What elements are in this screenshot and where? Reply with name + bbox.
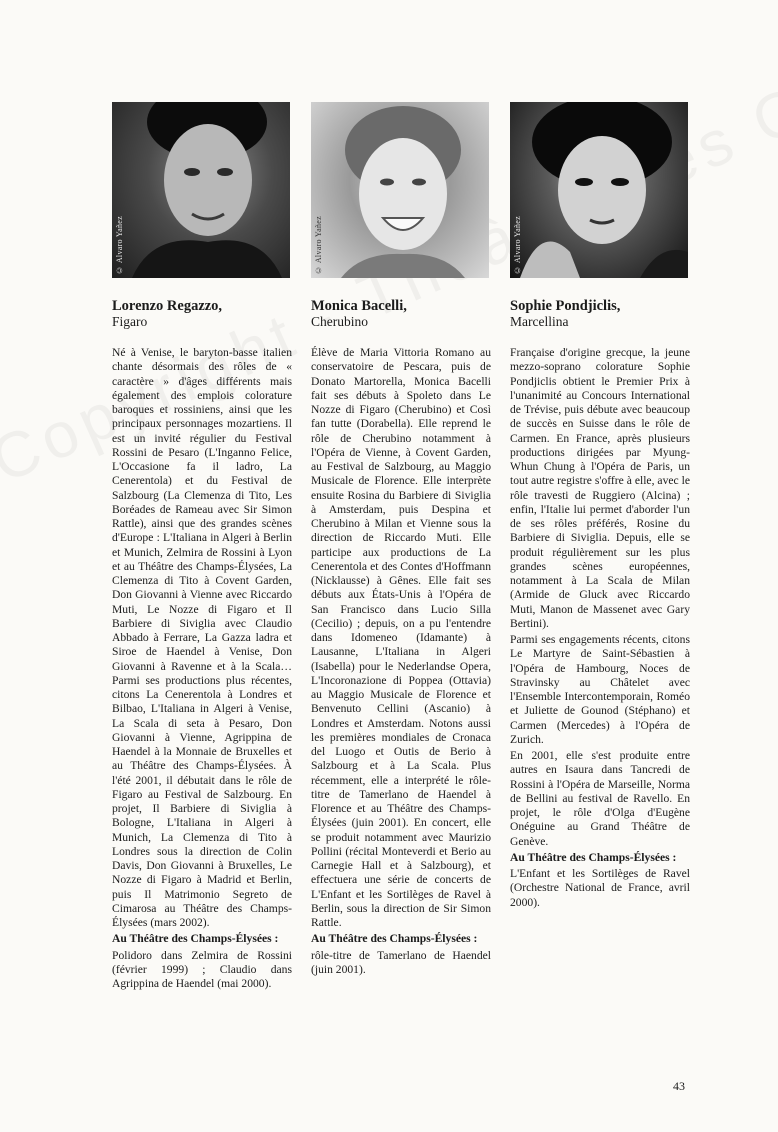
portrait-photo-pondjiclis: [510, 102, 688, 278]
photo-credit: © Alvaro Yañez: [314, 215, 323, 274]
artist-name: Lorenzo Regazzo,: [112, 298, 223, 314]
portrait-photo-regazzo: [112, 102, 290, 278]
artist-role: Figaro: [112, 314, 148, 329]
bio-paragraph: Française d'origine grecque, la jeune mezzo-soprano colorature Sophie Pondjiclis obtient le Premier Prix à l'unanimité au Concours International de Trévise, puis débute avec beaucoup de succès en Suisse dans le rôle de Carmen. En France, après plusieurs productions dirigées par Myung-Whun Chung à l'Opéra de Paris, un tout autre registre s'offre à elle, avec le rôle travesti de Ruggiero (Alcina) ; enfin, l'Italie lui permet d'aborder l'un de ses rôles préférés, Rosine du Barbiere di Siviglia. Depuis, elle se produit régulièrement sur les plus grandes scènes européennes, notamment à La Scala de Milan (Armide de Gluck avec Riccardo Muti, Manon de Massenet avec Gary Bertini).: [510, 346, 690, 630]
tce-heading: Au Théâtre des Champs-Élysées :: [510, 850, 677, 864]
photo-credit: © Alvaro Yañez: [115, 215, 124, 274]
portrait-silhouette: [112, 102, 290, 278]
photo-credit: © Alvaro Yañez: [513, 215, 522, 274]
portrait-silhouette: [311, 102, 489, 278]
tce-text: rôle-titre de Tamerlano de Haendel (juin 2001).: [311, 948, 491, 976]
bio-paragraph: En 2001, elle s'est produite entre autres en Isaura dans Tancredi de Rossini à l'Opéra de Marseille, Norma de Bellini au festival de Ravello. En projet, le rôle d'Olga d'Eugène Onéguine au Grand Théâtre de Genève.: [510, 749, 690, 848]
artist-role: Marcellina: [510, 314, 569, 329]
bio-paragraph: Élève de Maria Vittoria Romano au conservatoire de Pescara, puis de Donato Martorella, Monica Bacelli fait ses débuts à Spoleto dans Le Nozze di Figaro (Cherubino) et Così fan tutte (Dorabella). Elle reprend le rôle de Cherubino notamment à l'Opéra de Vienne, à Covent Garden, au Festival de Salzbourg, au Maggio Musicale de Florence. Elle interprète ensuite Rosina du Barbiere di Siviglia à Amsterdam, puis Despina et Cherubino à Milan et Vienne sous la direction de Riccardo Muti. Elle participe aux productions de La Cenerentola et des Contes d'Hoffmann (Nicklausse) à Gênes. Elle fait ses débuts aux États-Unis à l'Opéra de San Francisco dans Lucio Silla (Cecilio) ; depuis, on a pu l'entendre dans Idomeneo (Idamante) à Lausanne, L'Italiana in Algeri (Isabella) pour le Nederlandse Opera, L'Incoronazione di Poppea (Ottavia) au Maggio Musicale de Florence et Benvenuto Cellini (Ascanio) à Londres et Amsterdam. Notons aussi les premières mondiales de Cronaca del Luogo et Outis de Berio à Salzbourg et à La Scala. Plus récemment, elle a interprété le rôle-titre de Tamerlano de Haendel à Florence et au Théâtre des Champs-Élysées (juin 2001). En concert, elle se produit notamment avec Maurizio Pollini (récital Monteverdi et Berio au Carnegie Hall et à Salzbourg), et effectuera une série de concerts de L'Enfant et les Sortilèges de Ravel à Berlin, sous la direction de Sir Simon Rattle.: [311, 346, 491, 929]
artist-name: Sophie Pondjiclis,: [510, 298, 621, 314]
artist-biography: [510, 346, 690, 910]
artist-name: Monica Bacelli,: [311, 298, 407, 314]
artist-role: Cherubino: [311, 314, 368, 329]
tce-text: L'Enfant et les Sortilèges de Ravel (Orchestre National de France, avril 2000).: [510, 867, 690, 909]
portrait-photo-bacelli: [311, 102, 489, 278]
bio-paragraph: Né à Venise, le baryton-basse italien chante désormais des rôles de « caractère » d'âges différents mais également des emplois colorature baroques et rossiniens, ainsi que les principaux personnages mozartiens. Il est un invité régulier du Festival Rossini de Pesaro (L'Inganno Felice, L'Occasione fa il ladro, La Cenerentola) et du Festival de Salzbourg (La Clemenza di Tito, Les Boréades de Rameau avec Sir Simon Rattle), ainsi que des grandes scènes d'Europe : L'Italiana in Algeri à Berlin et Munich, Zelmira de Rossini à Lyon et au Théâtre des Champs-Élysées, La Clemenza di Tito à Covent Garden, Don Giovanni à Vienne avec Riccardo Muti, Le Nozze di Figaro et Il Barbiere di Siviglia avec Claudio Abbado à Ferrare, La Gazza ladra et Siroe de Haendel à Venise, Don Giovanni à Ravenne et à la Scala… Parmi ses productions plus récentes, citons La Cenerentola à Londres et Bilbao, L'Italiana in Algeri à Venise, La Scala di seta à Pesaro, Don Giovanni à Vienne, Agrippina de Haendel à la Monnaie de Bruxelles et au Théâtre des Champs-Élysées. À l'été 2001, il débutait dans le rôle de Figaro au Festival de Salzbourg. En projet, Il Barbiere di Siviglia à Bologne, L'Italiana in Algeri à Munich, La Clemenza di Tito à Londres sous la direction de Colin Davis, Don Giovanni à Bruxelles, Le Nozze di Figaro à Madrid et Berlin, puis Il Matrimonio Segreto de Cimarosa au Théâtre des Champs-Élysées (mars 2002).: [112, 346, 292, 929]
tce-heading: Au Théâtre des Champs-Élysées :: [112, 932, 279, 946]
artist-column-pondjiclis: [510, 102, 690, 912]
artist-biography: [112, 346, 292, 991]
bio-paragraph: Parmi ses engagements récents, citons Le Martyre de Saint-Sébastien à l'Opéra de Hambourg, Noces de Stravinsky au Châtelet avec l'Ensemble Intercontemporain, Roméo et Juliette de Gounod (Stéphano) et Carmen (Mercedes) à l'Opéra de Zurich.: [510, 633, 690, 746]
tce-text: Polidoro dans Zelmira de Rossini (février 1999) ; Claudio dans Agrippina de Haendel (mai 2000).: [112, 948, 292, 990]
artist-biography: [311, 346, 491, 977]
artist-column-regazzo: [112, 102, 292, 993]
page-number: 43: [673, 1079, 685, 1093]
tce-heading: Au Théâtre des Champs-Élysées :: [311, 932, 478, 946]
artist-column-bacelli: [311, 102, 491, 979]
portrait-silhouette: [510, 102, 688, 278]
